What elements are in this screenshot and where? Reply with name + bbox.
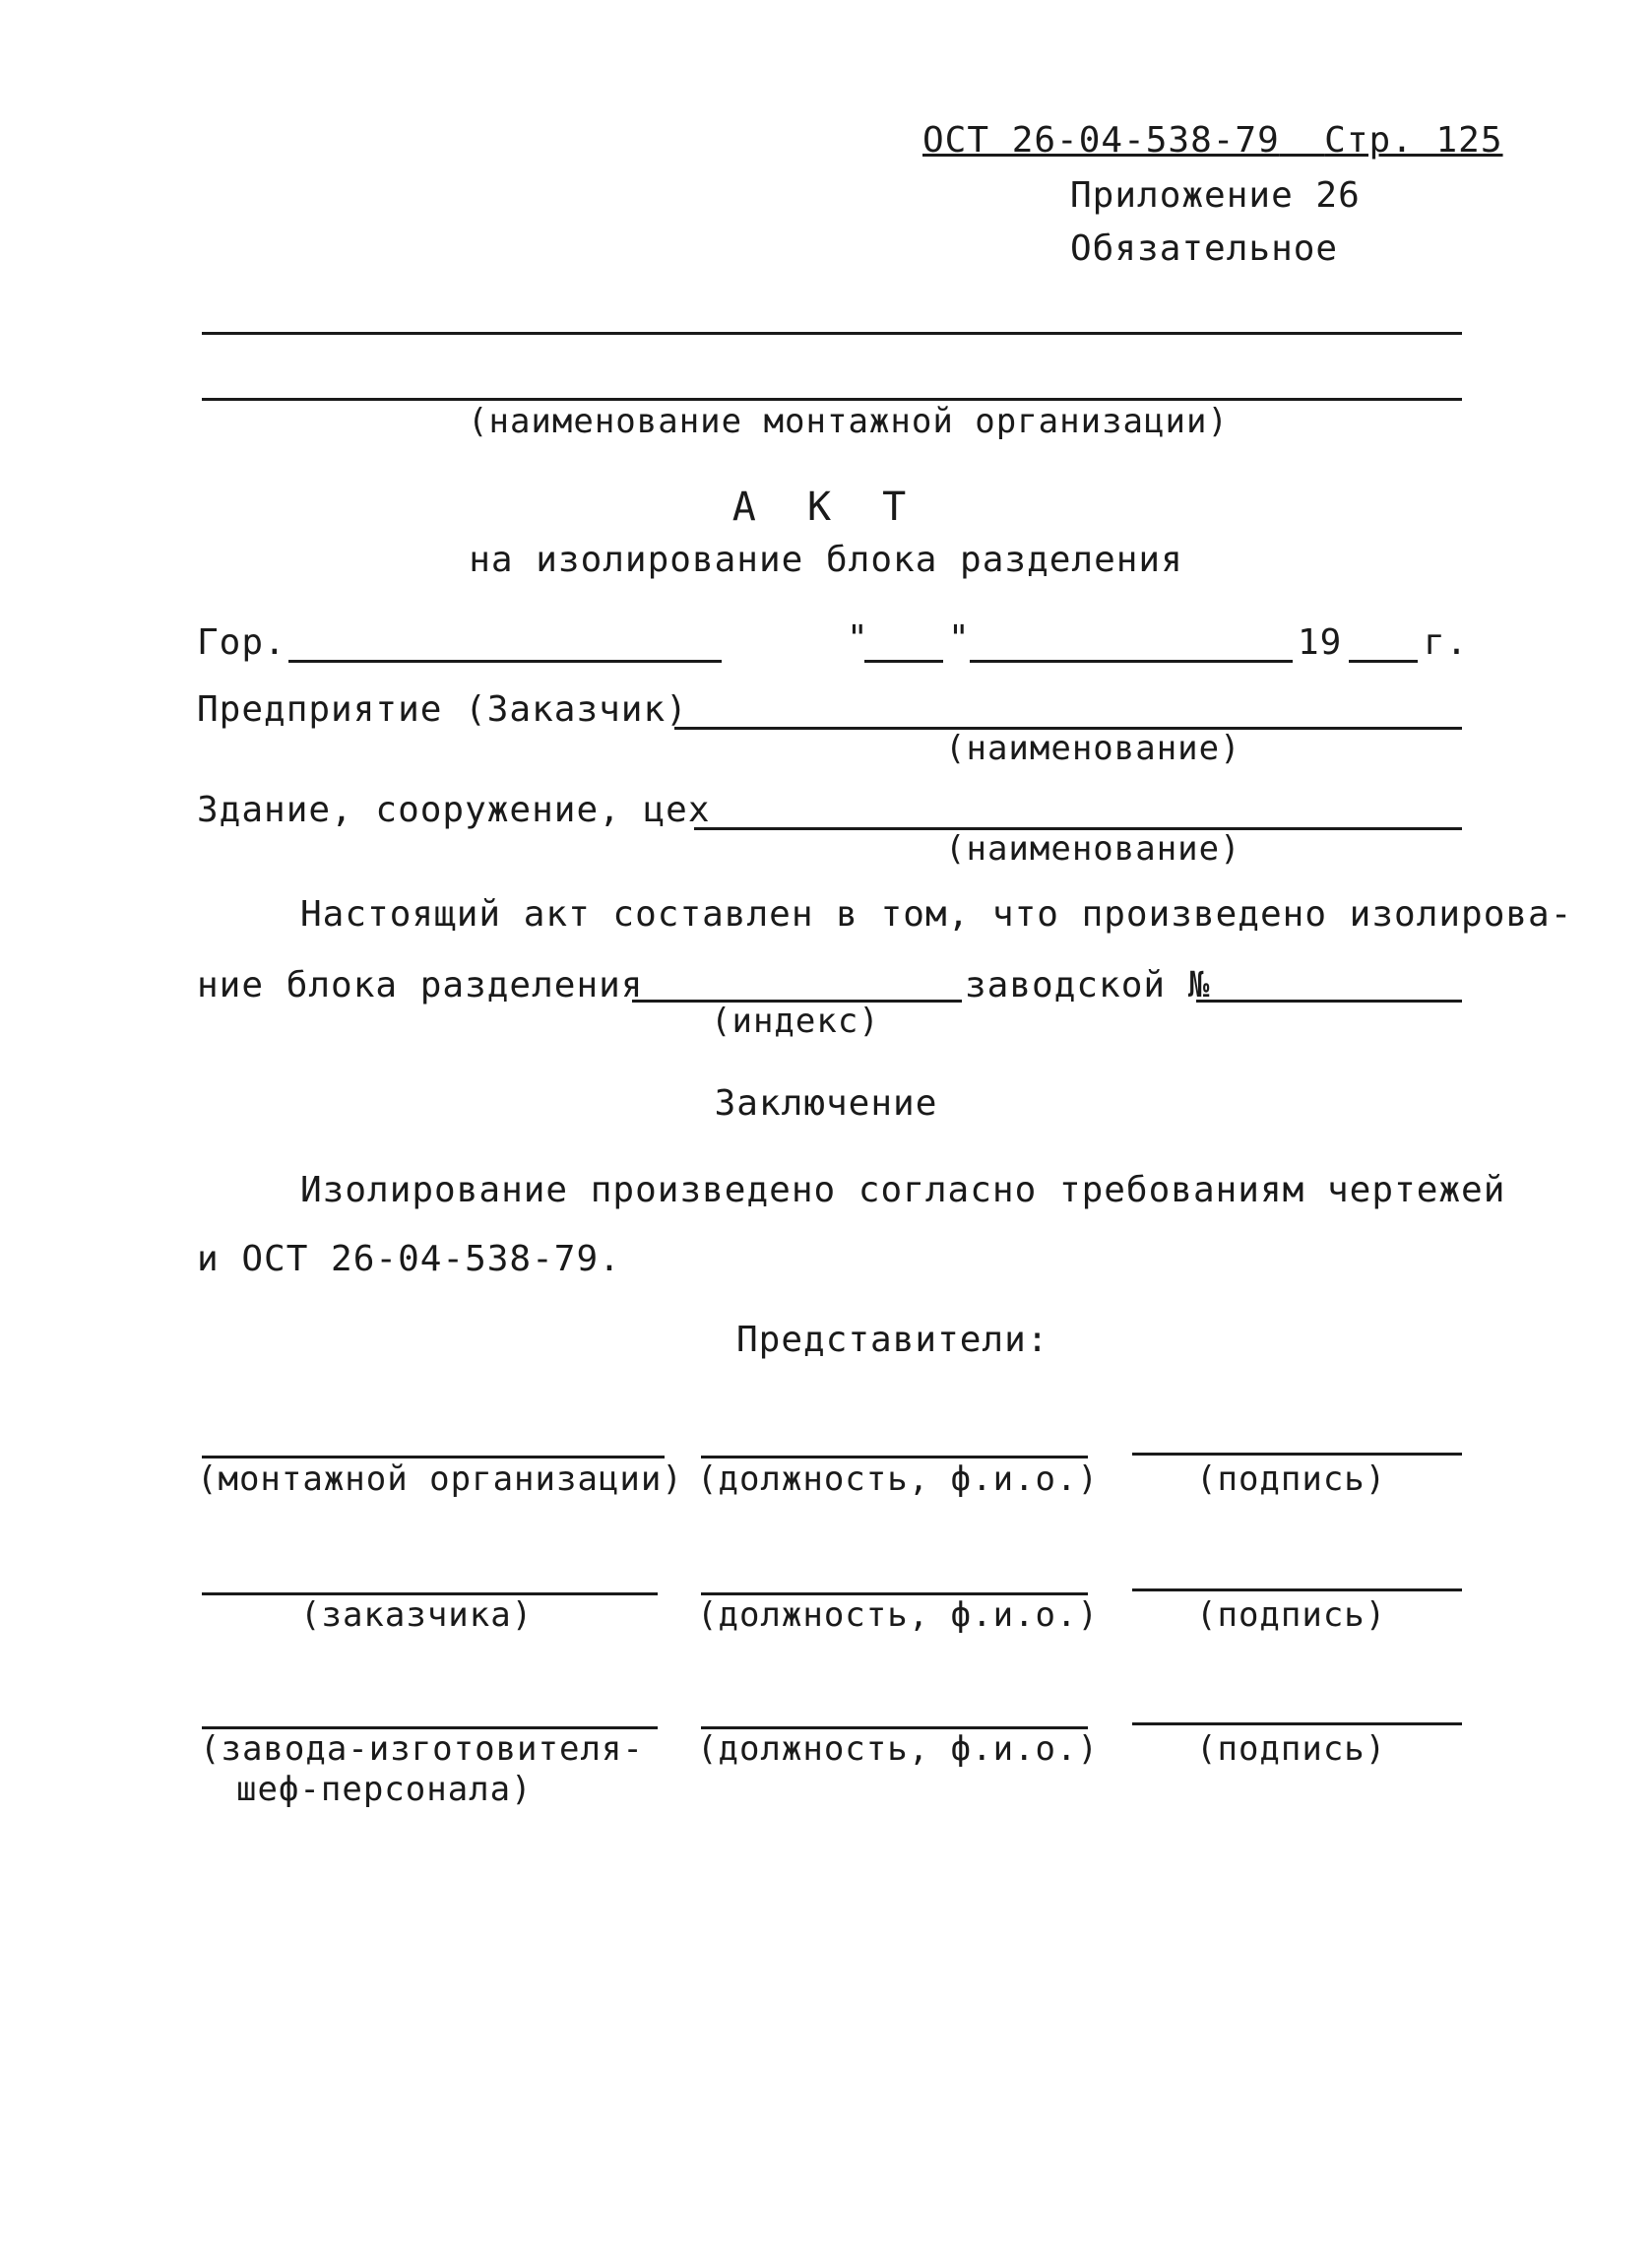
- quote-close: ": [948, 618, 971, 659]
- appendix-status: Обязательное: [1070, 228, 1339, 269]
- city-label: Гор.: [197, 622, 286, 663]
- rep2-position-caption: (должность, ф.и.о.): [697, 1595, 1099, 1635]
- month-blank: [970, 660, 1293, 663]
- act-title: А К Т: [731, 485, 921, 530]
- document-reference: [922, 120, 1503, 161]
- rep2-signature-line: [1132, 1588, 1462, 1591]
- index-caption: (индекс): [711, 1002, 880, 1041]
- conclusion-line-1: Изолирование произведено согласно требованиям чертежей: [300, 1170, 1506, 1210]
- statement-line-1: Настоящий акт составлен в том, что произведено изолирова-: [300, 894, 1573, 935]
- rep1-org-line: [202, 1456, 665, 1458]
- city-blank: [288, 660, 722, 663]
- enterprise-caption: (наименование): [945, 729, 1241, 768]
- quote-open: ": [847, 618, 869, 659]
- standard-number: ОСТ 26-04-538-79: [922, 120, 1280, 161]
- enterprise-label: Предприятие (Заказчик): [197, 689, 688, 730]
- rep2-signature-caption: (подпись): [1196, 1595, 1387, 1635]
- org-caption: (наименование монтажной организации): [468, 402, 1229, 441]
- rep2-org-caption: (заказчика): [300, 1595, 534, 1635]
- page-number: Стр. 125: [1324, 120, 1503, 161]
- rep3-position-caption: (должность, ф.и.о.): [697, 1729, 1099, 1769]
- conclusion-heading: Заключение: [714, 1083, 938, 1124]
- day-blank: [864, 660, 943, 663]
- act-subtitle: на изолирование блока разделения: [469, 540, 1183, 580]
- rep3-org-caption-line2: шеф-персонала): [236, 1770, 533, 1809]
- factory-number-label: заводской №: [965, 965, 1211, 1005]
- building-label: Здание, сооружение, цех: [197, 790, 711, 830]
- year-suffix: г.: [1424, 622, 1469, 663]
- year-blank: [1349, 660, 1418, 663]
- rep1-signature-caption: (подпись): [1196, 1459, 1387, 1499]
- statement-line-2: ние блока разделения: [197, 965, 644, 1005]
- rep1-signature-line: [1132, 1453, 1462, 1456]
- representatives-heading: Представители:: [736, 1320, 1049, 1360]
- rep1-position-line: [701, 1456, 1088, 1458]
- rep3-signature-line: [1132, 1722, 1462, 1725]
- appendix-label: Приложение 26: [1070, 175, 1361, 216]
- year-prefix: 19: [1298, 622, 1343, 663]
- rep1-position-caption: (должность, ф.и.о.): [697, 1459, 1099, 1499]
- factory-number-blank: [1196, 1000, 1462, 1003]
- conclusion-line-2: и ОСТ 26-04-538-79.: [197, 1239, 621, 1279]
- rep3-signature-caption: (подпись): [1196, 1729, 1387, 1769]
- building-caption: (наименование): [945, 829, 1241, 869]
- org-blank-line-2: [202, 398, 1462, 401]
- rep3-org-caption: (завода-изготовителя-: [200, 1729, 644, 1769]
- org-blank-line-1: [202, 332, 1462, 335]
- rep1-org-caption: (монтажной организации): [197, 1459, 683, 1499]
